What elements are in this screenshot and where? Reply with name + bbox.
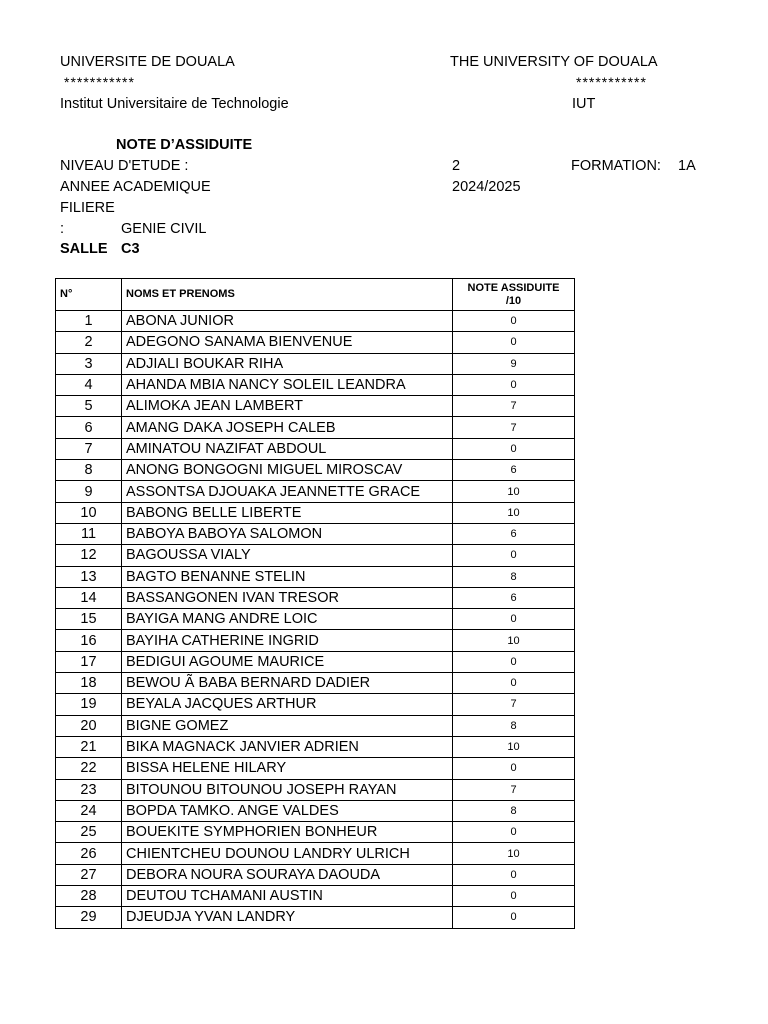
row-note: 10 [453,481,575,502]
row-number: 17 [56,651,122,672]
row-note: 0 [453,374,575,395]
row-note: 6 [453,523,575,544]
salle-value: C3 [121,241,140,257]
row-name: AMANG DAKA JOSEPH CALEB [122,417,453,438]
filiere-value: GENIE CIVIL [121,221,207,237]
table-row [56,907,575,928]
row-name: ABONA JUNIOR [122,311,453,332]
row-name: DJEUDJA YVAN LANDRY [122,907,453,928]
row-number: 21 [56,736,122,757]
filiere-label: FILIERE [60,200,115,216]
table-row [56,822,575,843]
row-note: 10 [453,502,575,523]
row-name: BAGOUSSA VIALY [122,545,453,566]
table-row [56,502,575,523]
table-row [56,715,575,736]
row-name: BOPDA TAMKO. ANGE VALDES [122,800,453,821]
row-name: ANONG BONGOGNI MIGUEL MIROSCAV [122,460,453,481]
table-row [56,374,575,395]
row-number: 8 [56,460,122,481]
row-note: 0 [453,673,575,694]
row-name: BITOUNOU BITOUNOU JOSEPH RAYAN [122,779,453,800]
row-number: 10 [56,502,122,523]
row-number: 15 [56,609,122,630]
row-number: 11 [56,523,122,544]
row-name: DEUTOU TCHAMANI AUSTIN [122,886,453,907]
table-row [56,673,575,694]
attendance-table [55,278,575,929]
table-row [56,864,575,885]
row-number: 7 [56,438,122,459]
row-name: AMINATOU NAZIFAT ABDOUL [122,438,453,459]
row-name: BABOYA BABOYA SALOMON [122,523,453,544]
row-number: 28 [56,886,122,907]
row-number: 3 [56,353,122,374]
table-row [56,587,575,608]
header-note-line1: NOTE ASSIDUITE [467,281,560,294]
row-note: 7 [453,779,575,800]
formation-label: FORMATION: [571,158,661,174]
university-name-en: THE UNIVERSITY OF DOUALA [450,54,658,70]
row-name: BABONG BELLE LIBERTE [122,502,453,523]
row-name: BOUEKITE SYMPHORIEN BONHEUR [122,822,453,843]
row-name: BISSA HELENE HILARY [122,758,453,779]
row-name: AHANDA MBIA NANCY SOLEIL LEANDRA [122,374,453,395]
row-note: 0 [453,311,575,332]
row-name: BEYALA JACQUES ARTHUR [122,694,453,715]
table-row [56,438,575,459]
row-note: 8 [453,800,575,821]
annee-label: ANNEE ACADEMIQUE [60,179,211,195]
row-note: 7 [453,417,575,438]
row-number: 4 [56,374,122,395]
table-row [56,694,575,715]
niveau-value: 2 [452,158,461,174]
row-number: 29 [56,907,122,928]
row-number: 27 [56,864,122,885]
row-number: 5 [56,396,122,417]
university-name-fr: UNIVERSITE DE DOUALA [60,54,235,70]
row-note: 0 [453,651,575,672]
row-note: 7 [453,396,575,417]
row-number: 13 [56,566,122,587]
row-name: BEWOU Ã BABA BERNARD DADIER [122,673,453,694]
row-note: 6 [453,587,575,608]
row-name: ASSONTSA DJOUAKA JEANNETTE GRACE [122,481,453,502]
formation-value: 1A [678,158,696,174]
row-name: ALIMOKA JEAN LAMBERT [122,396,453,417]
row-number: 22 [56,758,122,779]
row-note: 8 [453,715,575,736]
header-note-line2: /10 [505,294,522,307]
filiere-colon: : [60,221,65,237]
row-number: 19 [56,694,122,715]
row-number: 2 [56,332,122,353]
table-row [56,800,575,821]
header-name: NOMS ET PRENOMS [122,279,453,311]
row-number: 6 [56,417,122,438]
table-row [56,736,575,757]
row-name: BAYIGA MANG ANDRE LOIC [122,609,453,630]
table-row [56,332,575,353]
annee-value: 2024/2025 [452,179,521,195]
row-name: BASSANGONEN IVAN TRESOR [122,587,453,608]
row-note: 9 [453,353,575,374]
institute-abbr: IUT [572,96,596,112]
row-note: 0 [453,907,575,928]
row-number: 14 [56,587,122,608]
row-number: 18 [56,673,122,694]
table-row [56,886,575,907]
row-name: BEDIGUI AGOUME MAURICE [122,651,453,672]
row-name: ADJIALI BOUKAR RIHA [122,353,453,374]
stars-divider-right: *********** [576,74,647,90]
table-row [56,311,575,332]
table-row [56,460,575,481]
row-note: 0 [453,545,575,566]
salle-label: SALLE [60,241,108,257]
row-number: 23 [56,779,122,800]
table-row [56,651,575,672]
row-note: 0 [453,758,575,779]
row-name: BAYIHA CATHERINE INGRID [122,630,453,651]
row-name: BAGTO BENANNE STELIN [122,566,453,587]
row-note: 10 [453,736,575,757]
row-note: 7 [453,694,575,715]
table-row [56,396,575,417]
table-row [56,523,575,544]
row-note: 10 [453,843,575,864]
header-note [453,279,575,311]
row-number: 12 [56,545,122,566]
row-note: 0 [453,438,575,459]
row-number: 24 [56,800,122,821]
header-number: N° [56,279,122,311]
table-row [56,758,575,779]
row-number: 20 [56,715,122,736]
row-note: 0 [453,332,575,353]
row-name: CHIENTCHEU DOUNOU LANDRY ULRICH [122,843,453,864]
document-title: NOTE D’ASSIDUITE [116,137,253,153]
row-name: BIGNE GOMEZ [122,715,453,736]
table-row [56,566,575,587]
row-note: 8 [453,566,575,587]
row-note: 10 [453,630,575,651]
table-row [56,843,575,864]
row-note: 0 [453,822,575,843]
row-number: 25 [56,822,122,843]
row-number: 16 [56,630,122,651]
row-number: 1 [56,311,122,332]
table-row [56,545,575,566]
row-note: 0 [453,886,575,907]
table-row [56,630,575,651]
table-row [56,417,575,438]
niveau-label: NIVEAU D'ETUDE : [60,158,189,174]
table-header-row [56,279,575,311]
stars-divider-left: *********** [64,74,135,90]
table-row [56,779,575,800]
row-number: 9 [56,481,122,502]
table-row [56,353,575,374]
row-name: DEBORA NOURA SOURAYA DAOUDA [122,864,453,885]
institute-name: Institut Universitaire de Technologie [60,96,289,112]
table-row [56,609,575,630]
row-number: 26 [56,843,122,864]
row-note: 0 [453,609,575,630]
row-name: ADEGONO SANAMA BIENVENUE [122,332,453,353]
table-row [56,481,575,502]
row-name: BIKA MAGNACK JANVIER ADRIEN [122,736,453,757]
row-note: 6 [453,460,575,481]
row-note: 0 [453,864,575,885]
